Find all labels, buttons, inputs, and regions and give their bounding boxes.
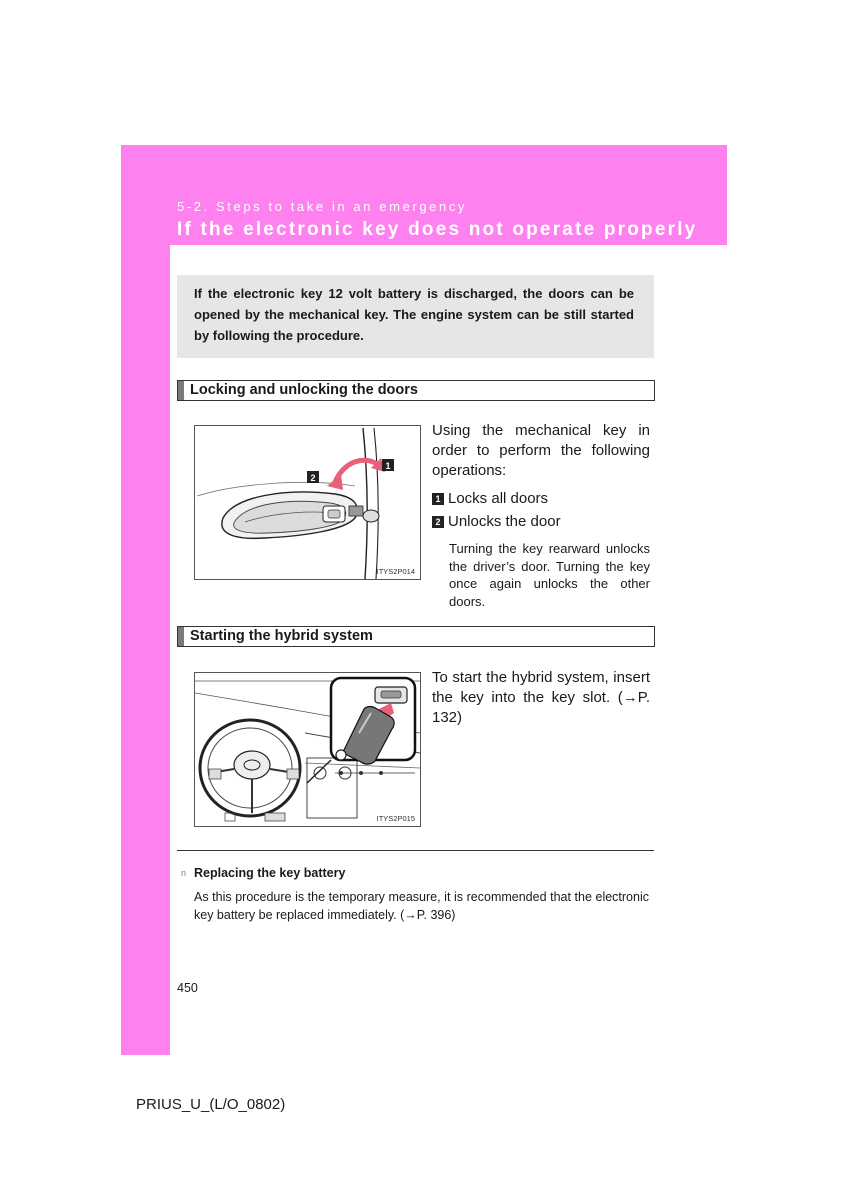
step-note: Turning the key rearward unlocks the driver’s door. Turning the key once again unlocks the other doors. xyxy=(449,541,650,609)
callout-1: 1 xyxy=(385,461,391,471)
locking-description: Using the mechanical key in order to perform the following operations: xyxy=(432,422,650,479)
subsection-title: Starting the hybrid system xyxy=(190,628,373,644)
intro-text: If the electronic key 12 volt battery is discharged, the doors can be opened by the mechanical key. The engine system can be still started by following the procedure. xyxy=(194,286,634,343)
heading-tab xyxy=(178,627,184,646)
side-band xyxy=(121,245,170,1055)
step-label: Locks all doors xyxy=(448,490,549,507)
note-bullet: n xyxy=(181,868,187,878)
note-divider xyxy=(177,850,654,851)
page-title: If the electronic key does not operate properly xyxy=(177,219,698,240)
rotate-arrow-icon xyxy=(327,474,343,490)
door-handle-figure xyxy=(194,425,421,580)
note-body: As this procedure is the temporary measure, it is recommended that the electronic key battery be replaced immediately. (→P. 396) xyxy=(194,890,649,922)
step-number: 2 xyxy=(432,516,444,528)
document-footer: PRIUS_U_(L/O_0802) xyxy=(136,1096,286,1113)
dashboard-key-slot-illustration xyxy=(195,673,420,826)
subsection-title: Locking and unlocking the doors xyxy=(190,382,418,398)
step-number: 1 xyxy=(432,493,444,505)
section-label: 5-2. Steps to take in an emergency xyxy=(177,199,468,214)
subsection-heading-locking xyxy=(177,380,655,401)
heading-tab xyxy=(178,381,184,400)
figure-code: ITYS2P014 xyxy=(376,567,415,576)
subsection-heading-starting xyxy=(177,626,655,647)
dashboard-figure xyxy=(194,672,421,827)
step-1 xyxy=(432,490,548,507)
door-handle-illustration xyxy=(195,426,420,579)
figure-code: ITYS2P015 xyxy=(376,814,415,823)
note-title: Replacing the key battery xyxy=(194,866,346,880)
callout-2: 2 xyxy=(310,473,316,483)
page-number: 450 xyxy=(177,981,198,995)
step-label: Unlocks the door xyxy=(448,513,561,530)
step-2 xyxy=(432,513,561,530)
starting-description: To start the hybrid system, insert the key into the key slot. (→P. 132) xyxy=(432,669,650,726)
